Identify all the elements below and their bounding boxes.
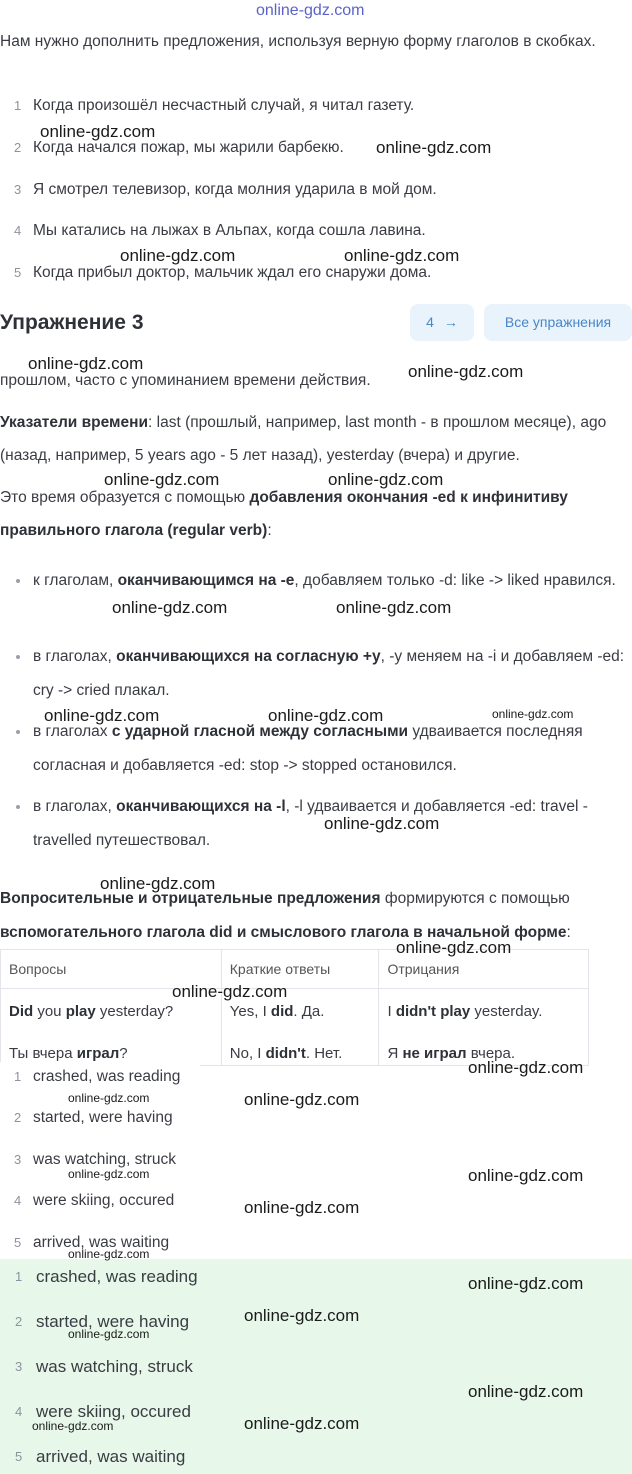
answer-text: crashed, was reading (36, 1267, 198, 1286)
watermark: online-gdz.com (244, 1198, 360, 1217)
watermark: online-gdz.com (468, 1166, 584, 1185)
grammar-table (0, 949, 589, 1066)
rule-item (0, 640, 632, 710)
answer-text: started, were having (33, 1109, 173, 1126)
item-number: 2 (14, 140, 22, 155)
watermark: online-gdz.com (324, 814, 440, 833)
formation-intro: Это время образуется с помощью (0, 489, 250, 506)
watermark: online-gdz.com (244, 1414, 360, 1433)
item-number: 4 (14, 223, 22, 238)
intro-text: Нам нужно дополнить предложения, используя верную форму глаголов в скобках. (0, 33, 596, 50)
table-cell: Did you play yesterday? Ты вчера играл? (1, 989, 222, 1066)
watermark: online-gdz.com (468, 1058, 584, 1077)
watermark: online-gdz.com (244, 1090, 360, 1109)
answer-text: was watching, struck (36, 1357, 193, 1376)
watermark: online-gdz.com (28, 354, 144, 373)
next-exercise-button[interactable] (410, 304, 474, 341)
watermark: online-gdz.com (40, 122, 156, 141)
item-number: 2 (15, 1314, 23, 1329)
item-text: Я смотрел телевизор, когда молния ударила в мой дом. (33, 181, 437, 198)
watermark: online-gdz.com (44, 706, 160, 725)
watermark: online-gdz.com (328, 470, 444, 489)
watermark: online-gdz.com (68, 1091, 150, 1105)
formation-end: : (267, 522, 272, 539)
table-cell: Yes, I did. Да. No, I didn't. Нет. (221, 989, 379, 1066)
table-row (1, 989, 589, 1066)
item-number: 1 (14, 1069, 22, 1084)
item-number: 5 (15, 1449, 23, 1464)
answer-item (0, 1062, 200, 1092)
watermark: online-gdz.com (376, 138, 492, 157)
item-number: 1 (14, 98, 22, 113)
item-text: Когда прибыл доктор, мальчик ждал его снаружи дома. (33, 264, 432, 281)
item-number: 4 (14, 1193, 22, 1208)
table-header: Краткие ответы (221, 950, 379, 989)
watermark: online-gdz.com (68, 1247, 150, 1261)
watermark: online-gdz.com (68, 1167, 150, 1181)
item-number: 5 (14, 265, 22, 280)
bullet-icon (16, 730, 20, 734)
watermark: online-gdz.com (268, 706, 384, 725)
rule-text: в глаголах, оканчивающихся на -l, -l удваивается и добавляется -ed: travel - travelled путешествовал. (33, 798, 588, 849)
answer-text: crashed, was reading (33, 1068, 181, 1085)
item-number: 1 (15, 1269, 23, 1284)
rule-item (0, 790, 632, 860)
item-number: 3 (14, 1152, 22, 1167)
watermark: online-gdz.com (468, 1274, 584, 1293)
rule-item (0, 564, 632, 634)
time-markers-label: Указатели времени (0, 414, 149, 431)
answer-text: started, were having (36, 1312, 190, 1331)
item-text: Мы катались на лыжах в Альпах, когда сошла лавина. (33, 222, 426, 239)
item-number: 3 (15, 1359, 23, 1374)
questions-text: Вопросительные и отрицательные предложения формируются с помощью вспомогательного глагола did и смыслового глагола в начальной форме: (0, 890, 571, 941)
all-exercises-button[interactable]: Все упражнения (484, 304, 632, 341)
theory-partial-line: прошлом, часто с упоминанием времени действия. (0, 372, 371, 389)
table-header: Вопросы (1, 950, 222, 989)
item-number: 5 (14, 1235, 22, 1250)
watermark: online-gdz.com (120, 246, 236, 265)
item-number: 2 (14, 1110, 22, 1125)
rule-text: в глаголах с ударной гласной между согласными удваивается последняя согласная и добавляется -ed: stop -> stopped остановился. (33, 723, 583, 774)
watermark: online-gdz.com (492, 707, 574, 721)
item-text: Когда начался пожар, мы жарили барбекю. (33, 139, 344, 156)
watermark: online-gdz.com (100, 874, 216, 893)
rule-text: в глаголах, оканчивающихся на согласную +y, -y меняем на -i и добавляем -ed: cry -> cried плакал. (33, 648, 625, 699)
watermark: online-gdz.com (32, 1419, 114, 1433)
answer-text: was watching, struck (33, 1151, 176, 1168)
answer-text: arrived, was waiting (33, 1234, 170, 1251)
watermark: online-gdz.com (396, 938, 512, 957)
arrow-right-icon: → (443, 314, 458, 330)
rule-text: к глаголам, оканчивающимся на -e, добавляем только -d: like -> liked нравился. (33, 572, 616, 589)
exercise-title: Упражнение 3 (0, 311, 144, 334)
answer-text: arrived, was waiting (36, 1447, 186, 1466)
formation-text (0, 481, 628, 547)
table-cell: I didn't play yesterday. Я не играл вчера. (379, 989, 589, 1066)
watermark: online-gdz.com (468, 1382, 584, 1401)
table-header: Отрицания (379, 950, 589, 989)
watermark: online-gdz.com (112, 598, 228, 617)
item-number: 4 (15, 1404, 23, 1419)
watermark-top: online-gdz.com (256, 2, 365, 19)
watermark: online-gdz.com (172, 982, 288, 1001)
next-exercise-number: 4 (426, 314, 434, 330)
watermark: online-gdz.com (104, 470, 220, 489)
time-markers (0, 406, 628, 472)
item-number: 3 (14, 182, 22, 197)
answer-text: were skiing, occured (33, 1192, 175, 1209)
watermark: online-gdz.com (336, 598, 452, 617)
time-markers-text: : last (прошлый, например, last month - в прошлом месяце), ago (назад, например, 5 years ago - 5 лет назад), yesterday (вчера) и другие. (0, 414, 607, 464)
answer-text: were skiing, occured (36, 1402, 191, 1421)
item-text: Когда произошёл несчастный случай, я читал газету. (33, 97, 415, 114)
bullet-icon (16, 655, 20, 659)
bullet-icon (16, 579, 20, 583)
watermark: online-gdz.com (244, 1306, 360, 1325)
watermark: online-gdz.com (344, 246, 460, 265)
watermark: online-gdz.com (408, 362, 524, 381)
formation-bold: добавления окончания -ed к инфинитиву правильного глагола (regular verb) (0, 489, 568, 539)
bullet-icon (16, 805, 20, 809)
watermark: online-gdz.com (68, 1327, 150, 1341)
